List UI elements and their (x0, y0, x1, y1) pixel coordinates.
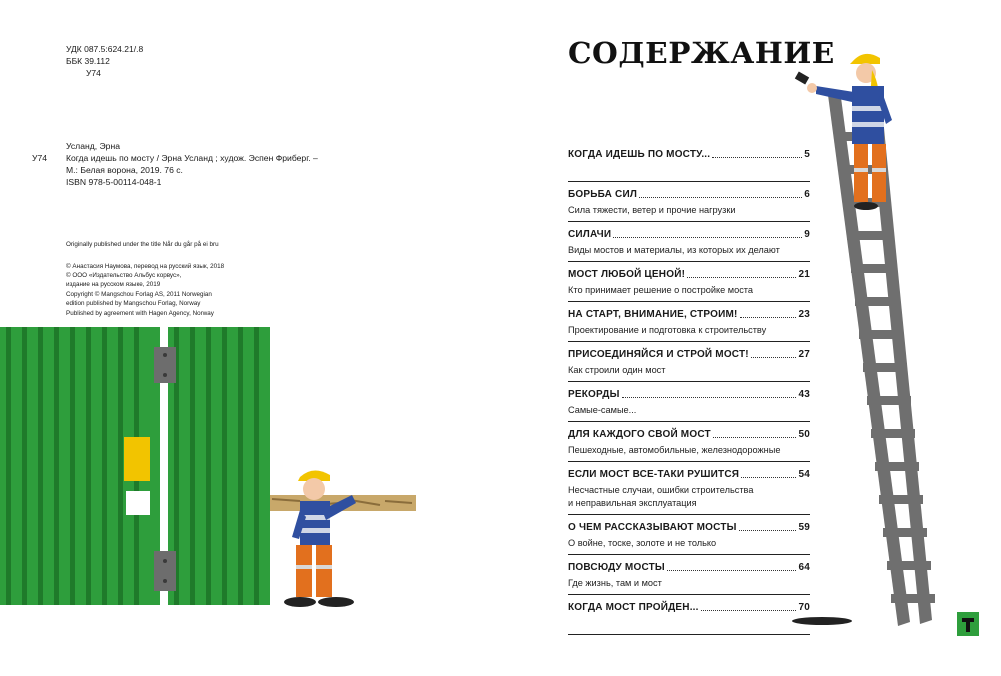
divider (568, 381, 810, 382)
biblio-imprint: М.: Белая ворона, 2019. 76 с. (66, 165, 183, 175)
container-worker-illustration (0, 325, 420, 610)
leader-dots (639, 197, 802, 198)
divider (568, 301, 810, 302)
divider (568, 594, 810, 595)
paint-puddle (792, 617, 852, 625)
leader-dots (613, 237, 802, 238)
toc-heading: БОРЬБА СИЛ (568, 189, 638, 200)
toc-subtitle: О войне, тоске, золоте и не только (568, 538, 717, 548)
toc-entry[interactable] (568, 228, 810, 268)
toc-subtitle: Несчастные случаи, ошибки строительства (568, 485, 754, 495)
toc-subtitle: Виды мостов и материалы, из которых их делают (568, 245, 780, 255)
divider (568, 554, 810, 555)
author-mark: У74 (32, 153, 48, 163)
author-code: У74 (86, 68, 101, 78)
toc-page-number: 23 (798, 309, 810, 320)
toc-page-number: 50 (798, 429, 810, 440)
divider (568, 514, 810, 515)
toc-subtitle: Самые-самые... (568, 405, 637, 415)
toc-heading: КОГДА МОСТ ПРОЙДЕН... (568, 602, 699, 613)
copyright-line: © ООО «Издательство Альбус корвус», (66, 272, 182, 279)
toc-entry[interactable] (568, 468, 810, 521)
toc-heading: КОГДА ИДЕШЬ ПО МОСТУ... (568, 149, 711, 160)
toc-entry[interactable] (568, 521, 810, 561)
copyright-line: Copyright © Mangschou Forlag AS, 2011 Norwegian (66, 291, 212, 298)
toc-entry[interactable] (568, 388, 810, 428)
toc-page-number: 6 (804, 189, 810, 200)
leader-dots (622, 397, 797, 398)
ladder-painter-illustration (780, 40, 995, 650)
toc-entry[interactable] (568, 308, 810, 348)
publisher-logo (957, 612, 979, 636)
bbk-code: ББК 39.112 (66, 56, 110, 66)
biblio-author: Усланд, Эрна (66, 141, 120, 151)
page-title: СОДЕРЖАНИЕ (568, 36, 835, 70)
toc-entry[interactable] (568, 148, 810, 188)
toc-heading: О ЧЕМ РАССКАЗЫВАЮТ МОСТЫ (568, 522, 737, 533)
toc-entry[interactable] (568, 188, 810, 228)
toc-page-number: 21 (798, 269, 810, 280)
toc-entry[interactable] (568, 428, 810, 468)
toc-page-number: 27 (798, 349, 810, 360)
toc-heading: НА СТАРТ, ВНИМАНИЕ, СТРОИМ! (568, 309, 738, 320)
copyright-line: Published by agreement with Hagen Agency, Norway (66, 310, 214, 317)
toc-page-number: 43 (798, 389, 810, 400)
divider (568, 261, 810, 262)
toc-subtitle: Сила тяжести, ветер и прочие нагрузки (568, 205, 736, 215)
toc-heading: ЕСЛИ МОСТ ВСЕ-ТАКИ РУШИТСЯ (568, 469, 740, 480)
divider (568, 634, 810, 635)
copyright-line: © Анастасия Наумова, перевод на русский язык, 2018 (66, 263, 225, 270)
toc-subtitle: Где жизнь, там и мост (568, 578, 662, 588)
toc-entry[interactable] (568, 601, 810, 641)
toc-entry[interactable] (568, 348, 810, 388)
toc-entry[interactable] (568, 561, 810, 601)
toc-page-number: 9 (804, 229, 810, 240)
divider (568, 461, 810, 462)
toc-heading: ДЛЯ КАЖДОГО СВОЙ МОСТ (568, 429, 711, 440)
toc-page-number: 59 (798, 522, 810, 533)
toc-subtitle: и неправильная эксплуатация (568, 498, 697, 508)
original-title-note: Originally published under the title Når du går på ei bru (66, 241, 219, 248)
toc-subtitle: Кто принимает решение о постройке моста (568, 285, 754, 295)
toc-heading: МОСТ ЛЮБОЙ ЦЕНОЙ! (568, 269, 686, 280)
biblio-title: Когда идешь по мосту / Эрна Усланд ; худож. Эспен Фриберг. – (66, 153, 318, 163)
toc-heading: ПОВСЮДУ МОСТЫ (568, 562, 665, 573)
toc-subtitle: Проектирование и подготовка к строительству (568, 325, 767, 335)
table-of-contents (568, 148, 810, 641)
toc-subtitle: Пешеходные, автомобильные, железнодорожные (568, 445, 781, 455)
toc-heading: СИЛАЧИ (568, 229, 612, 240)
toc-subtitle: Как строили один мост (568, 365, 666, 375)
toc-heading: ПРИСОЕДИНЯЙСЯ И СТРОЙ МОСТ! (568, 349, 749, 360)
copyright-line: edition published by Mangschou Forlag, Norway (66, 300, 201, 307)
copyright-line: издание на русском языке, 2019 (66, 281, 161, 288)
toc-page-number: 54 (798, 469, 810, 480)
toc-heading: РЕКОРДЫ (568, 389, 620, 400)
divider (568, 341, 810, 342)
divider (568, 421, 810, 422)
divider (568, 181, 810, 182)
toc-page-number: 5 (804, 149, 810, 160)
toc-entry[interactable] (568, 268, 810, 308)
green-container (0, 327, 270, 605)
udk-code: УДК 087.5:624.21/.8 (66, 44, 144, 54)
toc-page-number: 64 (798, 562, 810, 573)
toc-page-number: 70 (798, 602, 810, 613)
divider (568, 221, 810, 222)
worker-with-plank (270, 470, 416, 607)
leader-dots (667, 570, 797, 571)
biblio-isbn: ISBN 978-5-00114-048-1 (66, 177, 162, 187)
